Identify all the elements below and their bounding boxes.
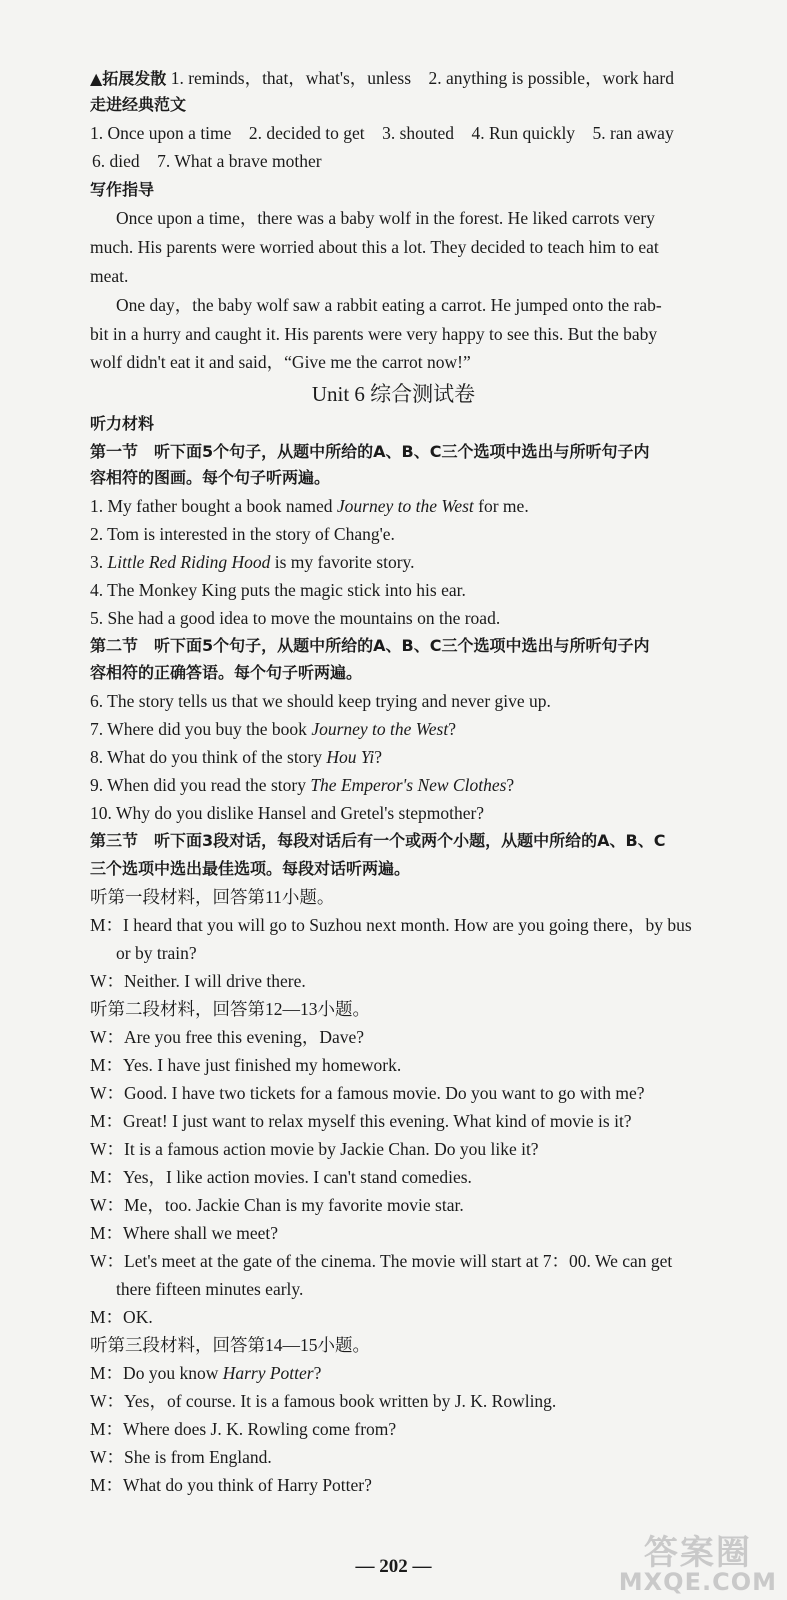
watermark-top: 答案圈 <box>643 1533 752 1573</box>
sentence-8: 8. What do you think of the story Hou Yi? <box>90 747 382 767</box>
writing-p2-line-1: One day，the baby wolf saw a rabbit eating a carrot. He jumped onto the rab- <box>116 295 662 315</box>
dialogue-3-line: M：Where does J. K. Rowling come from? <box>90 1419 397 1439</box>
sentence-5: 5. She had a good idea to move the mountains on the road. <box>90 608 501 628</box>
dialogue-2-line: M：Yes. I have just finished my homework. <box>90 1055 402 1075</box>
watermark-logo <box>618 1533 777 1596</box>
watermark-bottom: MXQE.COM <box>618 1568 777 1596</box>
writing-p1-line-2: much. His parents were worried about this a lot. They decided to teach him to eat <box>90 237 659 257</box>
sentence-3: 3. Little Red Riding Hood is my favorite story. <box>90 552 415 572</box>
dialogue-3-line: W：She is from England. <box>90 1447 272 1467</box>
part3-heading-1: 第三节 听下面3段对话，每段对话后有一个或两个小题，从题中所给的A、B、C <box>90 831 666 850</box>
dialogue-2-line: M：Yes，I like action movies. I can't stand comedies. <box>90 1167 472 1187</box>
sentence-9: 9. When did you read the story The Emperor's New Clothes? <box>90 775 515 795</box>
expand-text: 1. reminds，that，what's，unless 2. anything is possible，work hard <box>170 68 675 88</box>
dialogue-2-intro: 听第二段材料，回答第12—13小题。 <box>90 999 370 1019</box>
sentence-2: 2. Tom is interested in the story of Chang'e. <box>90 524 395 544</box>
dialogue-2-line: M：OK. <box>90 1307 153 1327</box>
dialogue-1-intro: 听第一段材料，回答第11小题。 <box>90 887 335 907</box>
page-number: — 202 — <box>355 1556 432 1577</box>
dialogue-2-line: there fifteen minutes early. <box>116 1279 304 1299</box>
dialogue-2-line: W：Me，too. Jackie Chan is my favorite movie star. <box>90 1195 464 1215</box>
dialogue-1-line: M：I heard that you will go to Suzhou next month. How are you going there，by bus <box>90 915 692 935</box>
dialogue-3-line: M：What do you think of Harry Potter? <box>90 1475 372 1495</box>
dialogue-2-line: W：Good. I have two tickets for a famous movie. Do you want to go with me? <box>90 1083 645 1103</box>
classic-heading: 走进经典范文 <box>90 95 187 114</box>
part2-heading-2: 容相符的正确答语。每个句子听两遍。 <box>90 663 363 682</box>
writing-p2-line-2: bit in a hurry and caught it. His parents were very happy to see this. But the baby <box>90 324 658 344</box>
part2-heading-1: 第二节 听下面5个句子，从题中所给的A、B、C三个选项中选出与所听句子内 <box>90 636 650 655</box>
sentence-1: 1. My father bought a book named Journey to the West for me. <box>90 496 529 516</box>
dialogue-3-line: W：Yes，of course. It is a famous book written by J. K. Rowling. <box>90 1391 557 1411</box>
unit-title: Unit 6 综合测试卷 <box>311 382 476 406</box>
dialogue-3-intro: 听第三段材料，回答第14—15小题。 <box>90 1335 370 1355</box>
part1-heading-2: 容相符的图画。每个句子听两遍。 <box>90 468 331 487</box>
writing-p2-line-3: wolf didn't eat it and said，“Give me the carrot now!” <box>90 352 471 372</box>
expand-label: ▲拓展发散 <box>90 69 167 88</box>
classic-line-1: 1. Once upon a time 2. decided to get 3. shouted 4. Run quickly 5. ran away <box>90 123 674 143</box>
expand-line <box>90 66 674 91</box>
writing-heading: 写作指导 <box>90 180 155 199</box>
dialogue-2-line: W：It is a famous action movie by Jackie Chan. Do you like it? <box>90 1139 539 1159</box>
writing-p1-line-3: meat. <box>90 266 129 286</box>
dialogue-2-line: M：Where shall we meet? <box>90 1223 279 1243</box>
part3-heading-2: 三个选项中选出最佳选项。每段对话听两遍。 <box>90 859 411 878</box>
dialogue-2-line: W：Are you free this evening，Dave? <box>90 1027 365 1047</box>
writing-p1-line-1: Once upon a time，there was a baby wolf in the forest. He liked carrots very <box>116 208 655 228</box>
dialogue-2-line: M：Great! I just want to relax myself this evening. What kind of movie is it? <box>90 1111 632 1131</box>
dialogue-1-line: W：Neither. I will drive there. <box>90 971 306 991</box>
dialogue-1-line: or by train? <box>116 943 197 963</box>
sentence-10: 10. Why do you dislike Hansel and Gretel's stepmother? <box>90 803 485 823</box>
listening-heading: 听力材料 <box>90 414 155 433</box>
classic-line-2: 6. died 7. What a brave mother <box>92 151 322 171</box>
sentence-7: 7. Where did you buy the book Journey to the West? <box>90 719 456 739</box>
sentence-6: 6. The story tells us that we should keep trying and never give up. <box>90 691 551 711</box>
part1-heading-1: 第一节 听下面5个句子，从题中所给的A、B、C三个选项中选出与所听句子内 <box>90 442 650 461</box>
dialogue-3-line: M：Do you know Harry Potter? <box>90 1363 322 1383</box>
sentence-4: 4. The Monkey King puts the magic stick into his ear. <box>90 580 466 600</box>
dialogue-2-line: W：Let's meet at the gate of the cinema. The movie will start at 7：00. We can get <box>90 1251 673 1271</box>
